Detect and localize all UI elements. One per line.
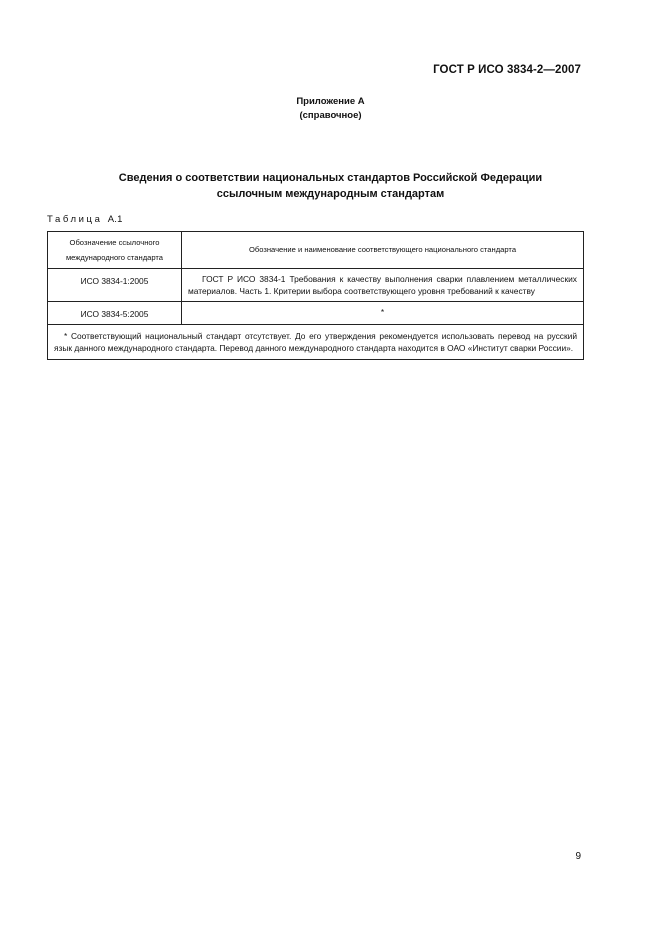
table-row xyxy=(48,302,584,325)
table-header-row xyxy=(48,232,584,269)
national-standard-cell: * xyxy=(182,302,584,325)
table-footnote-cell xyxy=(48,325,584,360)
table-row xyxy=(48,269,584,302)
national-standard-text: ГОСТ Р ИСО 3834-1 Требования к качеству выполнения сварки плавлением металлических материалов. Часть 1. Критерии выбора соответствующего уровня требований к качеству xyxy=(188,274,577,296)
table-footnote-row xyxy=(48,325,584,360)
reference-standard-cell: ИСО 3834-1:2005 xyxy=(48,269,182,302)
header-col1-line2: международного стандарта xyxy=(65,253,164,262)
national-standard-cell xyxy=(182,269,584,302)
reference-standard-cell: ИСО 3834-5:2005 xyxy=(48,302,182,325)
header-cell-reference xyxy=(48,232,182,269)
table-label-number: А.1 xyxy=(107,214,123,225)
standards-correspondence-table xyxy=(47,231,584,360)
table-label-word: Таблица xyxy=(47,214,103,225)
annex-title: Приложение А xyxy=(296,96,365,107)
page-number: 9 xyxy=(575,851,581,862)
section-heading-line2: ссылочным международным стандартам xyxy=(216,188,445,200)
standard-code-header: ГОСТ Р ИСО 3834-2—2007 xyxy=(433,64,581,76)
section-heading-line1: Сведения о соответствии национальных стандартов Российской Федерации xyxy=(118,172,543,184)
table-label xyxy=(47,214,123,225)
table-footnote-text: * Соответствующий национальный стандарт отсутствует. До его утверждения рекомендуется использовать перевод на русский язык данного международного стандарта. Перевод данного международного стандарта находится в ОАО «Институт сварки России». xyxy=(54,331,577,353)
header-cell-national: Обозначение и наименование соответствующего национального стандарта xyxy=(182,232,584,269)
annex-subtitle: (справочное) xyxy=(299,110,362,121)
header-col1-line1: Обозначение ссылочного xyxy=(69,238,160,247)
